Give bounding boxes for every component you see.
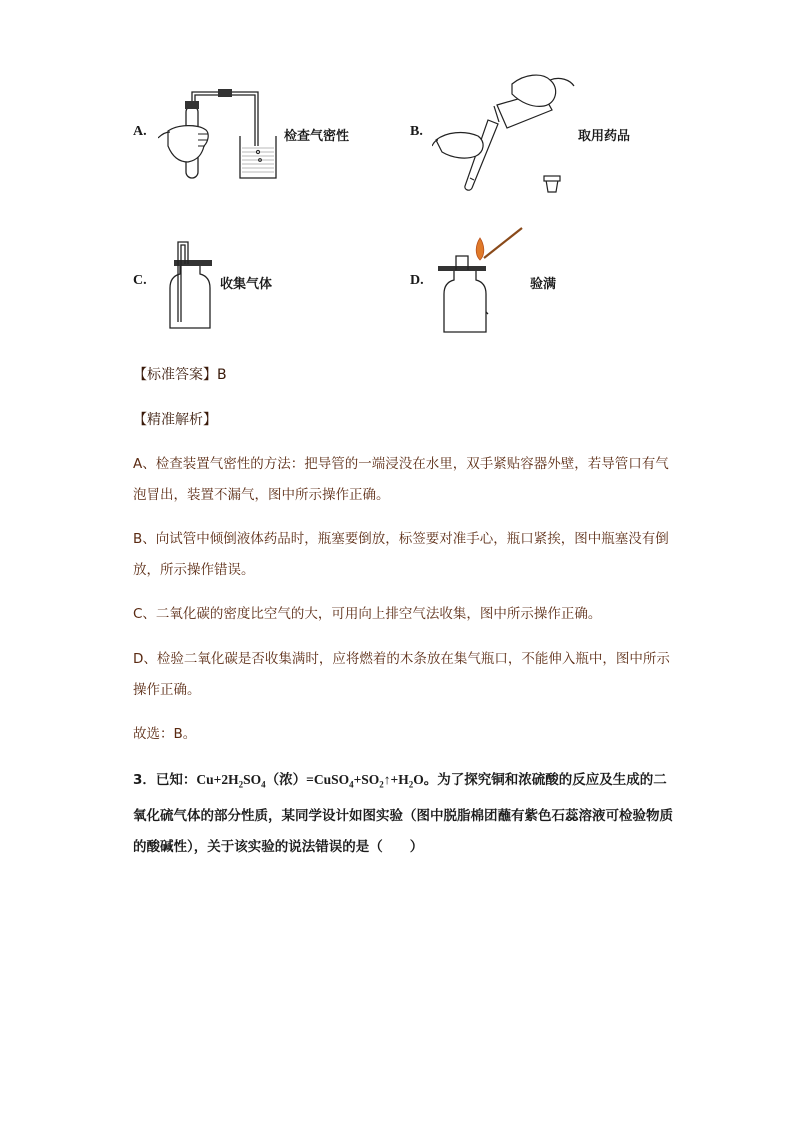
eq-sub: 2 [408, 779, 414, 790]
eq-sub: 2 [238, 779, 244, 790]
answer-heading: 【标准答案】 [133, 367, 217, 383]
option-d-letter: D. [410, 273, 424, 288]
option-b-letter: B. [410, 124, 423, 139]
answer-value: B [217, 367, 227, 383]
reaction-equation [196, 772, 438, 790]
option-b-label: 取用药品 [578, 129, 631, 144]
question-text: 为了探究铜和浓硫酸的反应及生成的二氧化硫气体的部分性质，某同学设计如图实验（图中脱脂棉团蘸有紫色石蕊溶液可检验物质的酸碱性），关于该实验的说法错误的是（ ） [133, 772, 673, 855]
analysis-b: B、向试管中倾倒液体药品时，瓶塞要倒放，标签要对准手心，瓶口紧挨，图中瓶塞没有倒放，所示操作错误。 [133, 531, 669, 578]
analysis-heading: 【精准解析】 [133, 412, 217, 428]
eq-sub: 2 [379, 779, 384, 790]
option-c-letter: C. [133, 273, 147, 288]
option-a-label: 检查气密性 [284, 129, 350, 144]
eq-sub: 4 [349, 779, 354, 790]
eq-part: +SO [353, 772, 380, 787]
analysis-d: D、检验二氧化碳是否收集满时，应将燃着的木条放在集气瓶口，不能伸入瓶中，图中所示操作正确。 [133, 651, 670, 698]
question-3 [133, 764, 673, 863]
full-check-figure [438, 226, 524, 334]
airtightness-check-figure [158, 86, 283, 182]
eq-part: SO [243, 772, 262, 787]
gas-collection-figure [160, 238, 216, 330]
option-a-letter: A. [133, 124, 147, 139]
eq-sub: 4 [261, 779, 266, 790]
option-d-label: 验满 [530, 277, 557, 292]
analysis-c: C、二氧化碳的密度比空气的大，可用向上排空气法收集，图中所示操作正确。 [133, 606, 602, 622]
eq-part: （浓）=CuSO [265, 772, 350, 787]
analysis-choice: 故选：B。 [133, 726, 197, 742]
pouring-reagent-figure [432, 70, 577, 196]
question-number: 3． [133, 772, 156, 788]
eq-part: ↑+H [383, 772, 409, 787]
eq-part: Cu+2H [196, 772, 239, 787]
question-lead: 已知： [155, 772, 197, 788]
analysis-a: A、检查装置气密性的方法：把导管的一端浸没在水里，双手紧贴容器外壁，若导管口有气泡冒出，装置不漏气，图中所示操作正确。 [133, 456, 669, 503]
answer-line [133, 364, 227, 384]
eq-part: O。 [413, 772, 438, 787]
option-c-label: 收集气体 [220, 277, 273, 292]
